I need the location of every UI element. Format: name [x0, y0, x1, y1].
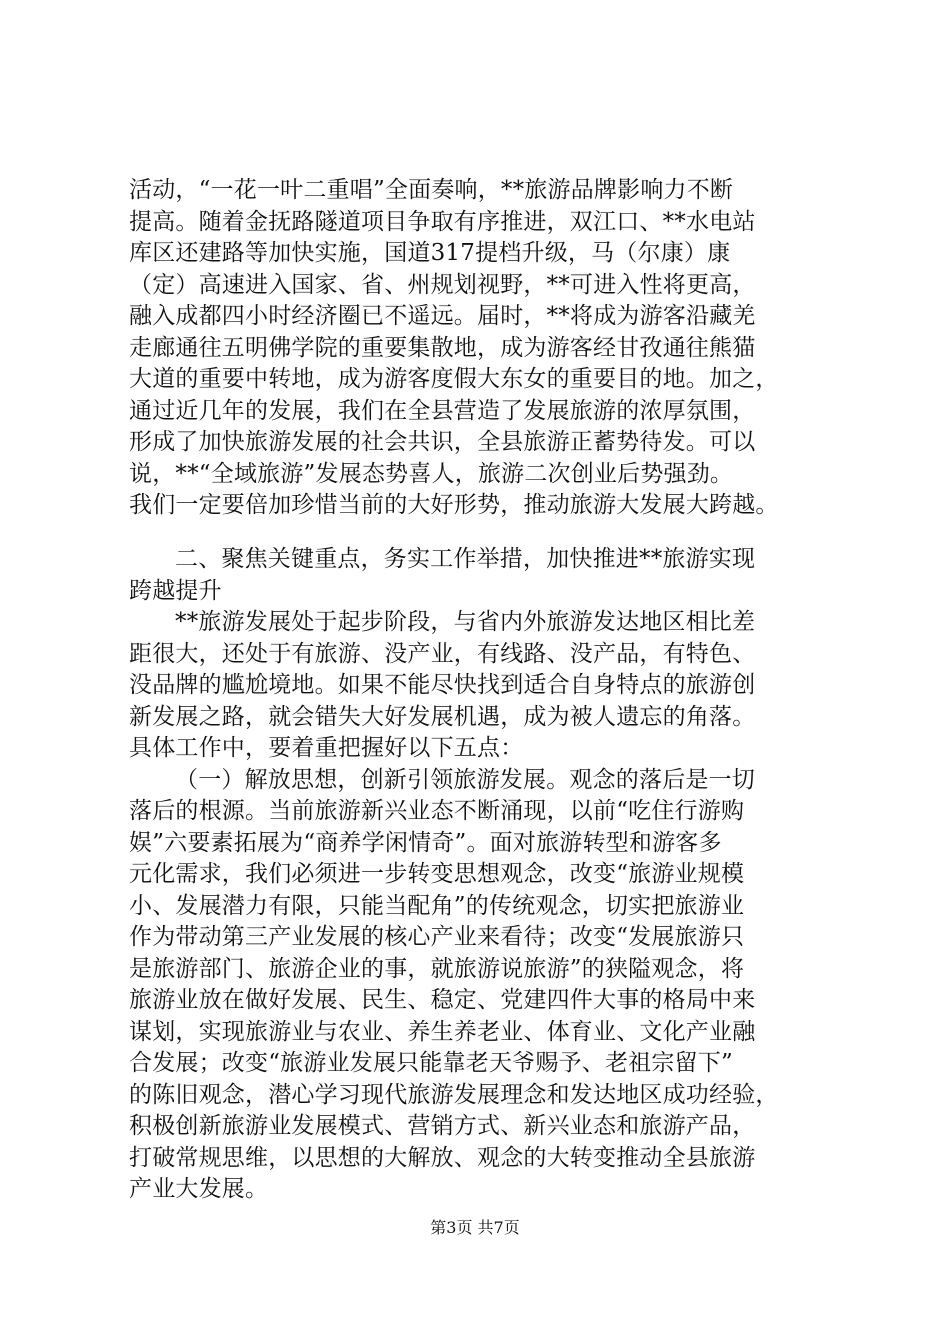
- paragraph-opportunity: [129, 175, 841, 522]
- text-line: **旅游发展处于起步阶段，与省内外旅游发达地区相比差: [175, 609, 756, 635]
- text-line: 提高。随着金抚路隧道项目争取有序推进，双江口、**水电站: [129, 208, 756, 235]
- text-line: 的陈旧观念，潜心学习现代旅游发展理念和发达地区成功经验，: [129, 1081, 779, 1108]
- text-line: 形成了加快旅游发展的社会共识，全县旅游正蓄势待发。可以: [129, 429, 756, 455]
- text-line: 积极创新旅游业发展模式、营销方式、新兴业态和旅游产品，: [129, 1113, 756, 1139]
- text-line: 具体工作中，要着重把握好以下五点：: [129, 735, 524, 761]
- text-line: 没品牌的尴尬境地。如果不能尽快找到适合自身特点的旅游创: [129, 672, 756, 698]
- text-line: 融入成都四小时经济圈已不遥远。届时，**将成为游客沿藏羌: [129, 303, 756, 329]
- text-line: 娱”六要素拓展为“商养学闲情奇”。面对旅游转型和游客多: [129, 829, 722, 856]
- text-line: 距很大，还处于有旅游、没产业，有线路、没产品，有特色、: [129, 640, 756, 667]
- text-line: 是旅游部门、旅游企业的事，就旅游说旅游”的狭隘观念，将: [129, 955, 745, 982]
- section-heading: [129, 544, 841, 607]
- page-number-footer: 第3页 共7页: [430, 1218, 520, 1237]
- text-line: 旅游业放在做好发展、民生、稳定、党建四件大事的格局中来: [129, 987, 756, 1013]
- text-line: 落后的根源。当前旅游新兴业态不断涌现，以前“吃住行游购: [129, 798, 745, 824]
- paragraph-emancipate-mind: [129, 765, 841, 1206]
- text-line: 元化需求，我们必须进一步转变思想观念，改变“旅游业规模: [129, 861, 745, 887]
- text-line: 作为带动第三产业发展的核心产业来看待；改变“发展旅游只: [129, 924, 745, 950]
- text-line: 我们一定要倍加珍惜当前的大好形势，推动旅游大发展大跨越。: [129, 492, 779, 518]
- text-line: 走廊通往五明佛学院的重要集散地，成为游客经甘孜通往熊猫: [129, 334, 756, 361]
- text-line: 库区还建路等加快实施，国道317提档升级，马（尔康）康: [129, 240, 731, 266]
- text-line: （定）高速进入国家、省、州规划视野，**可进入性将更高，: [129, 271, 756, 298]
- text-line: 新发展之路，就会错失大好发展机遇，成为被人遗忘的角落。: [129, 703, 756, 730]
- text-line: 活动，“一花一叶二重唱”全面奏响，**旅游品牌影响力不断: [129, 177, 734, 203]
- text-line: 打破常规思维，以思想的大解放、观念的大转变推动全县旅游: [129, 1144, 756, 1171]
- section-two: [129, 544, 841, 1206]
- heading-line: 二、聚焦关键重点，务实工作举措，加快推进**旅游实现: [175, 546, 756, 572]
- heading-line: 跨越提升: [129, 577, 222, 604]
- text-line: 谋划，实现旅游业与农业、养生养老业、体育业、文化产业融: [129, 1018, 756, 1045]
- text-line: 小、发展潜力有限，只能当配角”的传统观念，切实把旅游业: [129, 892, 745, 919]
- text-line: 通过近几年的发展，我们在全县营造了发展旅游的浓厚氛围，: [129, 397, 756, 424]
- text-line: 大道的重要中转地，成为游客度假大东女的重要目的地。加之，: [129, 366, 779, 392]
- text-line: 说，**“全域旅游”发展态势喜人，旅游二次创业后势强劲。: [129, 460, 734, 487]
- text-line: 合发展；改变“旅游业发展只能靠老天爷赐予、老祖宗留下”: [129, 1050, 733, 1076]
- paragraph-current-status: [129, 607, 841, 765]
- text-line: （一）解放思想，创新引领旅游发展。观念的落后是一切: [175, 766, 755, 793]
- text-line: 产业大发展。: [129, 1176, 269, 1202]
